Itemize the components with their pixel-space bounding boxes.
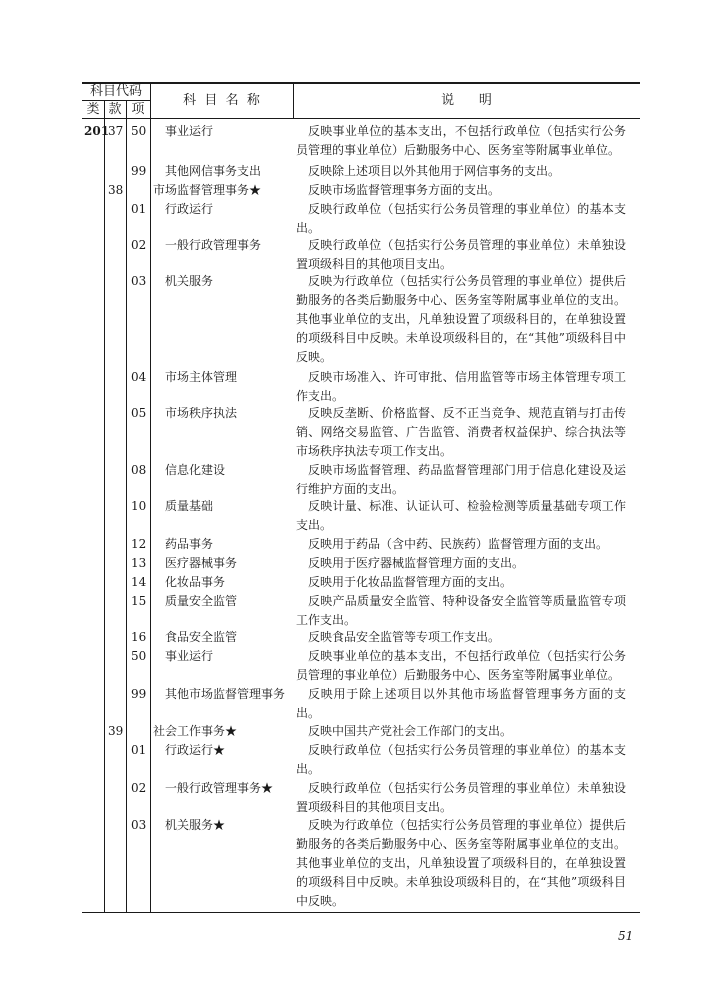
header-kuan: 款 — [108, 102, 122, 117]
table-cell-desc: 反映事业单位的基本支出，不包括行政单位（包括实行公务员管理的事业单位）后勤服务中心、医务室等附属事业单位。 — [296, 649, 626, 682]
page-number: 51 — [618, 929, 634, 943]
header-code-title: 科目代码 — [89, 84, 142, 99]
table-cell-name: 其他网信事务支出 — [165, 164, 262, 178]
table-cell-xiang: 04 — [131, 370, 147, 384]
table-cell-xiang: 03 — [131, 818, 147, 832]
header-desc: 说 明 — [441, 93, 492, 108]
table-cell-desc: 反映事业单位的基本支出，不包括行政单位（包括实行公务员管理的事业单位）后勤服务中心、医务室等附属事业单位。 — [296, 124, 626, 157]
table-cell-desc: 反映食品安全监管等专项工作支出。 — [308, 630, 501, 644]
table-bottom-rule — [82, 912, 640, 913]
table-top-rule — [82, 82, 640, 84]
table-cell-name: 质量安全监管 — [165, 594, 238, 608]
header-bottom-rule — [82, 118, 640, 119]
table-cell-xiang: 50 — [131, 124, 147, 138]
table-cell-xiang: 16 — [131, 630, 147, 644]
table-cell-xiang: 15 — [131, 594, 147, 608]
table-cell-xiang: 99 — [131, 687, 147, 701]
table-cell-xiang: 99 — [131, 164, 147, 178]
table-cell-name: 机关服务 — [165, 274, 214, 288]
table-cell-desc: 反映除上述项目以外其他用于网信事务的支出。 — [308, 164, 561, 178]
table-cell-name: 其他市场监督管理事务 — [165, 687, 286, 701]
table-cell-xiang: 05 — [131, 406, 147, 420]
table-cell-name: 一般行政管理事务 — [165, 238, 262, 252]
table-cell-name: 机关服务★ — [165, 818, 226, 832]
table-cell-desc: 反映产品质量安全监管、特种设备安全监管等质量监管专项工作支出。 — [296, 594, 626, 627]
table-cell-xiang: 02 — [131, 238, 147, 252]
col-divider-xiang — [150, 84, 151, 912]
table-cell-desc: 反映行政单位（包括实行公务员管理的事业单位）未单独设置项级科目的其他项目支出。 — [296, 781, 626, 814]
table-cell-name: 化妆品事务 — [165, 575, 226, 589]
table-cell-name: 市场秩序执法 — [165, 406, 238, 420]
header-name: 科 目 名 称 — [183, 93, 260, 108]
table-cell-kuan: 37 — [108, 124, 124, 138]
table-cell-desc: 反映行政单位（包括实行公务员管理的事业单位）的基本支出。 — [296, 202, 626, 235]
table-cell-xiang: 13 — [131, 556, 147, 570]
table-cell-xiang: 08 — [131, 463, 147, 477]
table-cell-kuan: 38 — [108, 183, 124, 197]
table-cell-xiang: 01 — [131, 743, 147, 757]
table-cell-name: 食品安全监管 — [165, 630, 238, 644]
table-cell-lei: 201 — [84, 124, 110, 138]
table-cell-xiang: 14 — [131, 575, 147, 589]
table-cell-xiang: 12 — [131, 537, 147, 551]
table-cell-name: 医疗器械事务 — [165, 556, 238, 570]
table-cell-xiang: 02 — [131, 781, 147, 795]
table-cell-desc: 反映计量、标准、认证认可、检验检测等质量基础专项工作支出。 — [296, 499, 626, 532]
col-divider-kuan — [126, 100, 127, 912]
table-cell-name: 质量基础 — [165, 499, 214, 513]
table-cell-xiang: 01 — [131, 202, 147, 216]
table-cell-name: 市场监督管理事务★ — [153, 183, 262, 197]
table-cell-desc: 反映中国共产党社会工作部门的支出。 — [308, 724, 513, 738]
header-sub-rule — [82, 100, 150, 101]
header-lei: 类 — [86, 102, 100, 117]
table-cell-desc: 反映为行政单位（包括实行公务员管理的事业单位）提供后勤服务的各类后勤服务中心、医务室等附属事业单位的支出。其他事业单位的支出，凡单独设置了项级科目的，在单独设置的项级科目中反映。未单设项级科目的，在“其他”项级科目中反映。 — [296, 274, 626, 364]
table-cell-name: 药品事务 — [165, 537, 214, 551]
table-cell-name: 社会工作事务★ — [153, 724, 238, 738]
table-cell-desc: 反映用于除上述项目以外其他市场监督管理事务方面的支出。 — [296, 687, 626, 720]
table-cell-name: 事业运行 — [165, 124, 214, 138]
table-cell-name: 信息化建设 — [165, 463, 226, 477]
table-cell-desc: 反映市场监督管理事务方面的支出。 — [308, 183, 501, 197]
table-cell-name: 行政运行★ — [165, 743, 226, 757]
table-cell-name: 行政运行 — [165, 202, 214, 216]
table-cell-desc: 反映用于医疗器械监督管理方面的支出。 — [308, 556, 525, 570]
table-cell-desc: 反映用于化妆品监督管理方面的支出。 — [308, 575, 513, 589]
table-cell-desc: 反映市场准入、许可审批、信用监管等市场主体管理专项工作支出。 — [296, 370, 626, 403]
table-cell-xiang: 10 — [131, 499, 147, 513]
table-cell-kuan: 39 — [108, 724, 124, 738]
table-cell-desc: 反映市场监督管理、药品监督管理部门用于信息化建设及运行维护方面的支出。 — [296, 463, 626, 496]
table-cell-desc: 反映行政单位（包括实行公务员管理的事业单位）未单独设置项级科目的其他项目支出。 — [296, 238, 626, 271]
header-xiang: 项 — [131, 102, 145, 117]
table-cell-desc: 反映用于药品（含中药、民族药）监督管理方面的支出。 — [308, 537, 609, 551]
table-cell-desc: 反映反垄断、价格监督、反不正当竞争、规范直销与打击传销、网络交易监管、广告监管、消费者权益保护、综合执法等市场秩序执法专项工作支出。 — [296, 406, 626, 458]
table-cell-name: 市场主体管理 — [165, 370, 238, 384]
table-cell-xiang: 50 — [131, 649, 147, 663]
table-cell-desc: 反映行政单位（包括实行公务员管理的事业单位）的基本支出。 — [296, 743, 626, 776]
table-cell-name: 一般行政管理事务★ — [165, 781, 274, 795]
table-cell-desc: 反映为行政单位（包括实行公务员管理的事业单位）提供后勤服务的各类后勤服务中心、医务室等附属事业单位的支出。其他事业单位的支出，凡单独设置了项级科目的，在单独设置的项级科目中反映。未单独设项级科目的，在“其他”项级科目中反映。 — [296, 818, 626, 908]
table-cell-name: 事业运行 — [165, 649, 214, 663]
col-divider-lei — [104, 100, 105, 912]
table-cell-xiang: 03 — [131, 274, 147, 288]
